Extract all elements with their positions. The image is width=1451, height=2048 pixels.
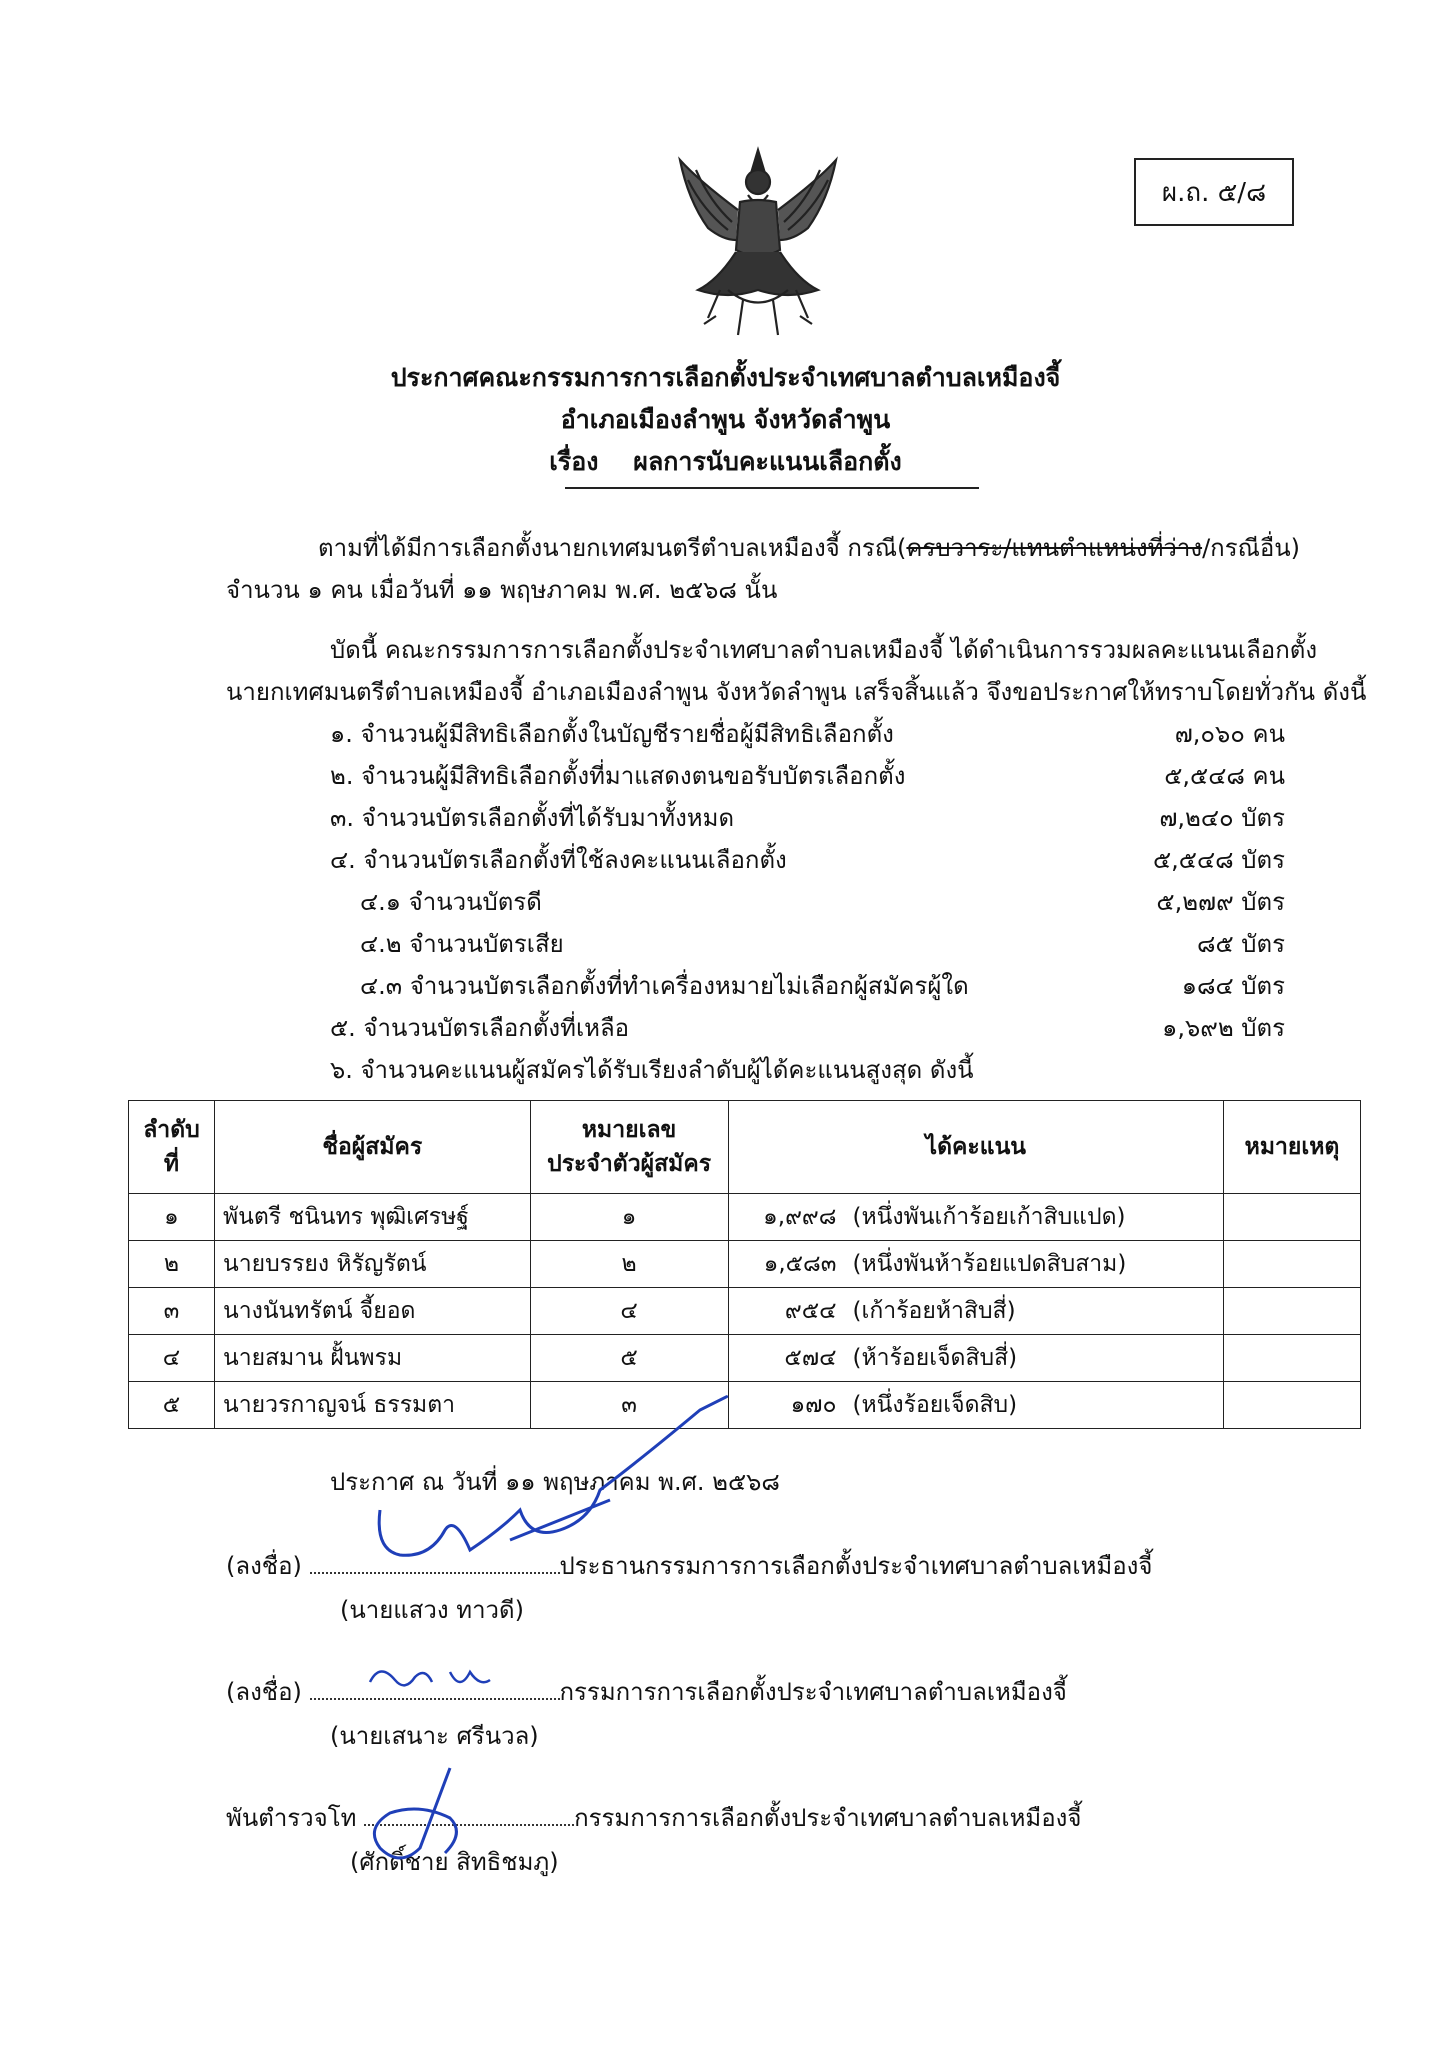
signature-line-member2 xyxy=(226,1798,1081,1837)
item6-heading: ๖. จำนวนคะแนนผู้สมัครได้รับเรียงลำดับผู้ได้คะแนนสูงสุด ดังนี้ xyxy=(330,1056,974,1084)
stat-remaining-ballots xyxy=(330,1008,1285,1048)
stat-no-vote-ballots xyxy=(330,966,1285,1006)
cell-rank: ๔ xyxy=(129,1335,215,1382)
header-candidate-number: หมายเลข ประจำตัวผู้สมัคร xyxy=(530,1101,728,1194)
para1-suffix: /กรณีอื่น) xyxy=(1202,534,1301,562)
stat-eligible-voters xyxy=(330,714,1285,754)
signatory-name-member2: (ศักดิ์ชาย สิทธิชมภู) xyxy=(350,1848,559,1876)
stat-ballots-used xyxy=(330,840,1285,880)
signature-role: กรรมการการเลือกตั้งประจำเทศบาลตำบลเหมืองจี้ xyxy=(574,1804,1082,1832)
stat-label: ๔.๓ จำนวนบัตรเลือกตั้งที่ทำเครื่องหมายไม่เลือกผู้สมัครผู้ใด xyxy=(360,972,969,1000)
cell-score xyxy=(728,1335,1223,1382)
cell-score xyxy=(728,1194,1223,1241)
cell-score xyxy=(728,1382,1223,1429)
stat-label: ๔. จำนวนบัตรเลือกตั้งที่ใช้ลงคะแนนเลือกตั้ง xyxy=(330,846,787,874)
chair-signature xyxy=(360,1380,780,1580)
garuda-emblem-icon xyxy=(668,140,848,340)
score-words: (หนึ่งพันเก้าร้อยเก้าสิบแปด) xyxy=(852,1204,1126,1230)
cell-remark xyxy=(1224,1335,1361,1382)
stat-label: ๕. จำนวนบัตรเลือกตั้งที่เหลือ xyxy=(330,1014,630,1042)
cell-name: นายบรรยง หิรัญรัตน์ xyxy=(214,1241,530,1288)
signatory-name-member1: (นายเสนาะ ศรีนวล) xyxy=(330,1722,539,1750)
paragraph1-line1 xyxy=(318,528,1300,567)
cell-rank: ๓ xyxy=(129,1288,215,1335)
signature-role: ประธานกรรมการการเลือกตั้งประจำเทศบาลตำบลเหมืองจี้ xyxy=(559,1552,1153,1580)
stat-value: ๑๘๔ บัตร xyxy=(1181,972,1285,1000)
score-number: ๑,๙๙๘ xyxy=(763,1204,837,1230)
score-number: ๕๗๔ xyxy=(784,1345,837,1371)
cell-name: นายวรกาญจน์ ธรรมตา xyxy=(214,1382,530,1429)
stat-value: ๗,๐๖๐ คน xyxy=(1174,720,1285,748)
cell-name: นางนันทรัตน์ จี้ยอด xyxy=(214,1288,530,1335)
header-score: ได้คะแนน xyxy=(728,1101,1223,1194)
signatory-name-chair: (นายแสวง ทาวดี) xyxy=(340,1596,524,1624)
announce-date: ประกาศ ณ วันที่ ๑๑ พฤษภาคม พ.ศ. ๒๕๖๘ xyxy=(330,1468,780,1496)
cell-score xyxy=(728,1241,1223,1288)
paragraph1-line2: จำนวน ๑ คน เมื่อวันที่ ๑๑ พฤษภาคม พ.ศ. ๒๕๖๘ นั้น xyxy=(226,576,778,604)
cell-remark xyxy=(1224,1241,1361,1288)
stat-value: ๕,๕๔๘ คน xyxy=(1164,762,1285,790)
cell-number: ๔ xyxy=(530,1288,728,1335)
cell-name: พันตรี ชนินทร พุฒิเศรษฐ์ xyxy=(214,1194,530,1241)
stat-invalid-ballots xyxy=(330,924,1285,964)
score-number: ๑๗๐ xyxy=(790,1392,837,1418)
score-words: (ห้าร้อยเจ็ดสิบสี่) xyxy=(852,1345,1018,1371)
score-words: (เก้าร้อยห้าสิบสี่) xyxy=(852,1298,1016,1324)
score-words: (หนึ่งพันห้าร้อยแปดสิบสาม) xyxy=(852,1251,1127,1277)
stat-value: ๕,๕๔๘ บัตร xyxy=(1153,846,1285,874)
header-title-line2: อำเภอเมืองลำพูน จังหวัดลำพูน xyxy=(560,405,891,434)
stat-label: ๑. จำนวนผู้มีสิทธิเลือกตั้งในบัญชีรายชื่อผู้มีสิทธิเลือกตั้ง xyxy=(330,720,894,748)
stat-value: ๕,๒๗๙ บัตร xyxy=(1156,888,1285,916)
header-candidate-name: ชื่อผู้สมัคร xyxy=(214,1101,530,1194)
cell-number: ๓ xyxy=(530,1382,728,1429)
para1-struck-text: ครบวาระ/แทนตำแหน่งที่ว่าง xyxy=(906,534,1203,562)
cell-remark xyxy=(1224,1194,1361,1241)
cell-number: ๕ xyxy=(530,1335,728,1382)
cell-remark xyxy=(1224,1288,1361,1335)
cell-name: นายสมาน ฝั้นพรม xyxy=(214,1335,530,1382)
table-row xyxy=(129,1194,1361,1241)
stat-value: ๑,๖๙๒ บัตร xyxy=(1162,1014,1285,1042)
paragraph2-line1: บัดนี้ คณะกรรมการการเลือกตั้งประจำเทศบาลตำบลเหมืองจี้ ได้ดำเนินการรวมผลคะแนนเลือกตั้ง xyxy=(330,636,1318,664)
stat-valid-ballots xyxy=(330,882,1285,922)
stat-value: ๘๕ บัตร xyxy=(1196,930,1285,958)
stat-label: ๔.๑ จำนวนบัตรดี xyxy=(360,888,542,916)
signature-prefix: พันตำรวจโท xyxy=(226,1804,357,1832)
cell-rank: ๑ xyxy=(129,1194,215,1241)
table-row xyxy=(129,1241,1361,1288)
subject-label: เรื่อง xyxy=(549,447,599,476)
signature-role: กรรมการการเลือกตั้งประจำเทศบาลตำบลเหมืองจี้ xyxy=(559,1678,1067,1706)
paragraph2-line2: นายกเทศมนตรีตำบลเหมืองจี้ อำเภอเมืองลำพูน จังหวัดลำพูน เสร็จสิ้นแล้ว จึงขอประกาศให้ทราบโดยทั่วกัน ดังนี้ xyxy=(226,678,1367,706)
signature-prefix: (ลงชื่อ) xyxy=(226,1678,302,1706)
cell-score xyxy=(728,1288,1223,1335)
header-subject xyxy=(0,442,1451,482)
cell-remark xyxy=(1224,1382,1361,1429)
cell-number: ๒ xyxy=(530,1241,728,1288)
cell-number: ๑ xyxy=(530,1194,728,1241)
table-row xyxy=(129,1288,1361,1335)
member2-signature xyxy=(360,1758,480,1878)
score-words: (หนึ่งร้อยเจ็ดสิบ) xyxy=(852,1392,1018,1418)
cell-rank: ๕ xyxy=(129,1382,215,1429)
header-title-line1: ประกาศคณะกรรมการการเลือกตั้งประจำเทศบาลตำบลเหมืองจี้ xyxy=(390,363,1061,392)
table-row xyxy=(129,1335,1361,1382)
form-code-box xyxy=(1134,158,1294,226)
header-rank: ลำดับ ที่ xyxy=(129,1101,215,1194)
stat-voters-turnout xyxy=(330,756,1285,796)
header-divider xyxy=(565,487,979,489)
form-code: ผ.ถ. ๕/๘ xyxy=(1161,177,1267,208)
signature-line-member1 xyxy=(226,1672,1067,1711)
score-number: ๑,๕๘๓ xyxy=(763,1251,837,1277)
header-remark: หมายเหตุ xyxy=(1224,1101,1361,1194)
stat-label: ๓. จำนวนบัตรเลือกตั้งที่ได้รับมาทั้งหมด xyxy=(330,804,735,832)
signature-prefix: (ลงชื่อ) xyxy=(226,1552,302,1580)
para1-prefix: ตามที่ได้มีการเลือกตั้งนายกเทศมนตรีตำบลเหมืองจี้ กรณี( xyxy=(318,534,907,562)
subject-text: ผลการนับคะแนนเลือกตั้ง xyxy=(633,447,902,476)
cell-rank: ๒ xyxy=(129,1241,215,1288)
score-number: ๙๕๔ xyxy=(784,1298,837,1324)
table-header-row xyxy=(129,1101,1361,1194)
member1-signature xyxy=(360,1652,520,1712)
stat-label: ๔.๒ จำนวนบัตรเสีย xyxy=(360,930,564,958)
stat-value: ๗,๒๔๐ บัตร xyxy=(1159,804,1285,832)
stat-ballots-received xyxy=(330,798,1285,838)
stat-label: ๒. จำนวนผู้มีสิทธิเลือกตั้งที่มาแสดงตนขอรับบัตรเลือกตั้ง xyxy=(330,762,906,790)
